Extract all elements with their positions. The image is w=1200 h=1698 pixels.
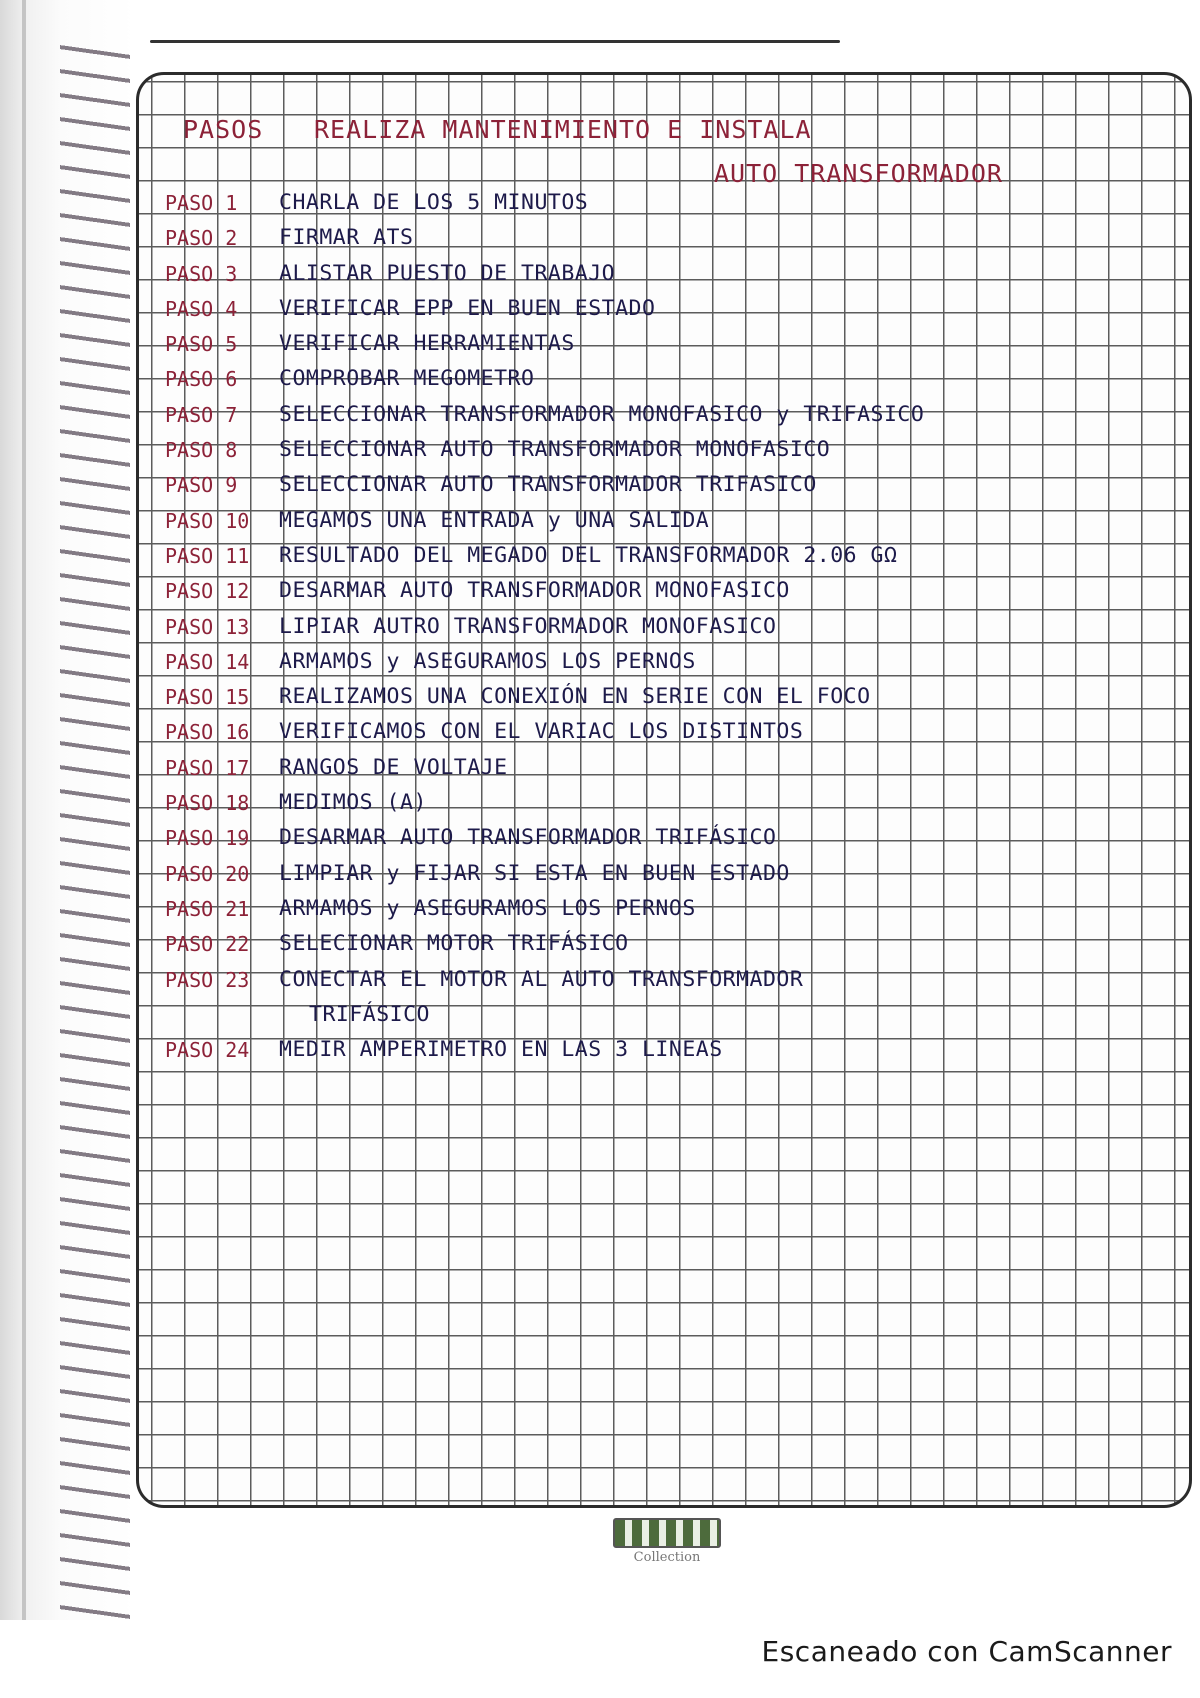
step-row [139,893,1192,928]
step-label: PASO 2 [165,226,238,251]
step-text: COMPROBAR MEGOMETRO [279,366,535,392]
step-text: SELECIONAR MOTOR TRIFÁSICO [279,931,629,957]
spiral-hooks [60,35,130,1625]
step-text: LIPIAR AUTRO TRANSFORMADOR MONOFASICO [279,613,777,639]
step-text: DESARMAR AUTO TRANSFORMADOR TRIFÁSICO [279,825,777,851]
step-text: SELECCIONAR TRANSFORMADOR MONOFASICO y TRIFASICO [279,401,925,427]
step-row [139,752,1192,787]
step-row [139,222,1192,257]
notebook-logo [612,1518,722,1574]
step-label: PASO 18 [165,791,250,816]
step-row [139,187,1192,222]
step-text: LIMPIAR y FIJAR SI ESTA EN BUEN ESTADO [279,860,790,886]
step-text: ARMAMOS y ASEGURAMOS LOS PERNOS [279,895,696,921]
step-text: VERIFICAMOS CON EL VARIAC LOS DISTINTOS [279,719,804,745]
step-label: PASO 21 [165,896,250,921]
step-text: SELECCIONAR AUTO TRANSFORMADOR TRIFASICO [279,472,817,498]
step-label: PASO 20 [165,861,250,886]
step-label: PASO 16 [165,720,250,745]
step-label: PASO 1 [165,191,238,215]
step-row [139,646,1192,681]
step-row [139,575,1192,610]
step-row [139,716,1192,751]
step-label: PASO 24 [165,1038,250,1063]
step-label: PASO 12 [165,579,250,604]
step-label: PASO 10 [165,508,250,533]
step-row [139,964,1192,999]
step-text: REALIZAMOS UNA CONEXIÓN EN SERIE CON EL FOCO [279,684,871,710]
step-label: PASO 15 [165,685,250,710]
step-row [139,858,1192,893]
step-text: CHARLA DE LOS 5 MINUTOS [279,190,589,215]
scanner-footer: Escaneado con CamScanner [761,1635,1172,1668]
step-label: PASO 9 [165,473,238,498]
page-top-line [150,40,840,43]
step-row [139,1034,1192,1069]
step-text: CONECTAR EL MOTOR AL AUTO TRANSFORMADOR [279,966,804,992]
step-label: PASO 7 [165,402,238,427]
step-row [139,822,1192,857]
step-row [139,681,1192,716]
step-text: DESARMAR AUTO TRANSFORMADOR MONOFASICO [279,578,790,604]
step-label: PASO 11 [165,543,250,568]
step-row [139,928,1192,963]
step-text: MEDIMOS (A) [279,790,427,816]
step-row [139,540,1192,575]
step-row [139,258,1192,293]
step-row [139,469,1192,504]
step-text: RESULTADO DEL MEGADO DEL TRANSFORMADOR 2.06 GΩ [279,542,898,568]
step-row [139,363,1192,398]
steps-list [139,187,1192,1069]
step-row [139,611,1192,646]
step-label: PASO 17 [165,755,250,780]
step-row [139,505,1192,540]
step-label: PASO 22 [165,932,250,957]
step-label: PASO 5 [165,332,238,357]
step-row [139,328,1192,363]
step-text: ALISTAR PUESTO DE TRABAJO [279,260,616,286]
step-text: VERIFICAR EPP EN BUEN ESTADO [279,295,656,321]
step-label: PASO 3 [165,261,238,286]
notebook-logo-text: Collection [633,1550,701,1565]
step-text: MEDIR AMPERIMETRO EN LAS 3 LINEAS [279,1037,723,1063]
step-text: FIRMAR ATS [279,225,414,251]
step-text: SELECCIONAR AUTO TRANSFORMADOR MONOFASICO [279,437,831,463]
step-label: PASO 19 [165,826,250,851]
step-row [139,293,1192,328]
step-label: PASO 6 [165,367,238,392]
step-text: VERIFICAR HERRAMIENTAS [279,331,575,357]
step-text: ARMAMOS y ASEGURAMOS LOS PERNOS [279,648,696,674]
spiral-binding [0,0,135,1620]
step-row [139,434,1192,469]
step-text: RANGOS DE VOLTAJE [279,754,508,780]
step-text: MEGAMOS UNA ENTRADA y UNA SALIDA [279,507,710,533]
step-label: PASO 13 [165,614,250,639]
notebook-logo-mark [613,1518,721,1548]
step-label: PASO 4 [165,296,238,321]
step-row [139,787,1192,822]
heading-pasos: PASOS [183,115,264,144]
step-continuation-row [139,999,1192,1034]
grid-page [136,72,1192,1508]
step-label: PASO 8 [165,438,238,463]
heading-main: REALIZA MANTENIMIENTO E INSTALA [314,115,812,144]
spiral-edge [22,0,26,1620]
step-label: PASO 23 [165,967,250,992]
step-continuation-text: TRIFÁSICO [309,1001,430,1027]
step-label: PASO 14 [165,649,250,674]
step-row [139,399,1192,434]
heading-sub: AUTO TRANSFORMADOR [714,159,1003,188]
